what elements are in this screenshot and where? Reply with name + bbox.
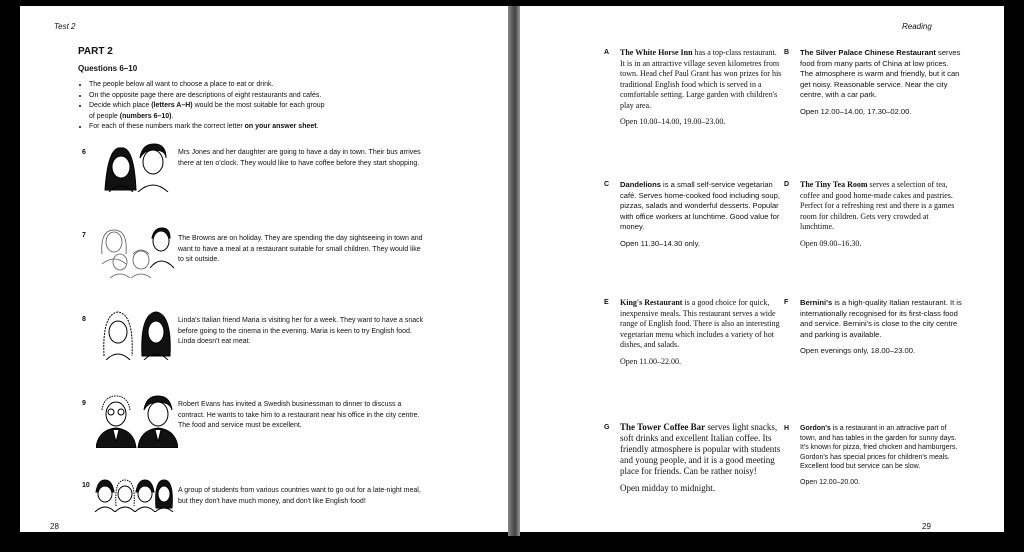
question-number: 6 — [82, 149, 86, 156]
restaurant-description: has a top-class restaurant. It is in an attractive village seven kilometres from town. Head chef Paul Grant has won prizes for his traditional English food which is served in a comfortable setting. Large garden with children's play area. — [620, 48, 782, 110]
restaurant-description: serves a selection of tea, coffee and good home-made cakes and pastries. Perfect for a refreshing rest and there is a games room for children. Gets very crowded at lunchtime. — [800, 180, 955, 231]
restaurant-e — [604, 298, 782, 367]
restaurant-letter: B — [784, 49, 790, 56]
restaurant-b — [784, 48, 962, 117]
restaurant-d — [784, 180, 962, 249]
left-page — [20, 6, 508, 532]
page-number-right: 29 — [922, 522, 931, 531]
restaurant-letter: H — [784, 425, 790, 432]
restaurant-hours: Open evenings only, 18.00–23.00. — [800, 346, 916, 355]
restaurant-name: King's Restaurant — [620, 298, 683, 307]
restaurant-letter: F — [784, 299, 789, 306]
running-header-right: Reading — [902, 22, 932, 31]
restaurant-letter: A — [604, 49, 610, 56]
restaurant-name: Dandelions — [620, 180, 661, 189]
restaurant-c — [604, 180, 782, 249]
question-text: The Browns are on holiday. They are spending the day sightseeing in town and want to have a meal at a restaurant suitable for small children. They would like to sit outside. — [178, 235, 423, 263]
restaurant-letter: E — [604, 299, 609, 306]
restaurant-description: serves light snacks, soft drinks and excellent Italian coffee. Its friendly atmosphere is popular with students and young people, and it is a good meeting place for friends. Can be rather noisy! — [620, 422, 781, 476]
restaurant-description: is a high-quality Italian restaurant. It is internationally recognised for its first-class food and service. Bernini's is close to the city centre and parking is available. — [800, 298, 962, 339]
instructions-list — [78, 80, 409, 133]
instruction-item: • On the opposite page there are descriptions of eight restaurants and cafés. — [89, 91, 409, 102]
restaurant-description: serves food from many parts of China at low prices. The atmosphere is warm and friendly, but it can get noisy. Reasonable service. Near the city centre, with a car park. — [800, 48, 961, 99]
restaurant-hours: Open 10.00–14.00, 19.00–23.00. — [620, 117, 726, 126]
restaurant-name: Gordon's — [800, 425, 831, 432]
instruction-item: • For each of these numbers mark the correct letter on your answer sheet. — [89, 122, 409, 133]
question-text: A group of students from various countries want to go out for a late-night meal, but they don't have much money, and don't like English food! — [178, 487, 421, 505]
restaurant-description: is a restaurant in an attractive part of town, and has tables in the garden for sunny days. It's known for pizza, fried chicken and hamburgers. Gordon's has special prices for children's meals. Excellent food but service can be slow. — [800, 425, 958, 471]
restaurant-description: is a good choice for quick, inexpensive meals. This restaurant serves a wide range of English food. There is also an interesting vegetarian menu which includes a variety of hot dishes, and salads. — [620, 298, 780, 349]
question-number: 8 — [82, 316, 86, 323]
page-number-left: 28 — [50, 522, 59, 531]
restaurant-letter: G — [604, 424, 610, 431]
restaurant-letter: C — [604, 181, 610, 188]
restaurant-hours: Open 12.00–14.00, 17.30–02.00. — [800, 106, 912, 116]
part-title: PART 2 — [78, 46, 113, 57]
restaurant-name: The Tiny Tea Room — [800, 180, 868, 189]
mother-daughter-illustration — [100, 140, 172, 192]
book-gutter — [508, 6, 520, 536]
restaurant-name: Bernini's — [800, 298, 833, 307]
instruction-item: • Decide which place (letters A–H) would be the most suitable for each group — [89, 101, 409, 112]
question-text: Robert Evans has invited a Swedish businessman to dinner to discuss a contract. He wants to take him to a restaurant near his office in the city centre. The food and service must be excellent. — [178, 401, 420, 429]
restaurant-name: The White Horse Inn — [620, 48, 693, 57]
two-women-illustration — [100, 308, 176, 360]
family-illustration — [96, 224, 176, 280]
question-number: 10 — [82, 482, 90, 489]
restaurant-name: The Silver Palace Chinese Restaurant — [800, 48, 936, 57]
restaurant-hours: Open midday to midnight. — [620, 483, 715, 493]
questions-label: Questions 6–10 — [78, 64, 138, 73]
restaurant-letter: D — [784, 181, 790, 188]
restaurant-name: The Tower Coffee Bar — [620, 422, 706, 432]
question-text: Linda's Italian friend Maria is visiting her for a week. They want to have a snack before going to the cinema in the evening. Maria is keen to try English food. Linda doesn't eat meat. — [178, 317, 424, 345]
running-header-left: Test 2 — [54, 22, 76, 31]
restaurant-h — [784, 424, 962, 488]
restaurant-hours: Open 09.00–16.30. — [800, 238, 862, 248]
businessmen-illustration — [96, 392, 178, 448]
restaurant-f — [784, 298, 962, 357]
right-page — [520, 6, 1004, 532]
restaurant-g — [604, 422, 782, 494]
instruction-item: • The people below all want to choose a place to eat or drink. — [89, 80, 409, 91]
restaurant-hours: Open 12.00–20.00. — [800, 478, 860, 486]
restaurant-hours: Open 11.00–22.00. — [620, 356, 682, 366]
restaurant-description: is a small self-service vegetarian café. Serves home-cooked food including soup, pizzas, salads and wonderful desserts. Popular with office workers at lunchtime. Good value for money. — [620, 180, 780, 231]
students-illustration — [94, 478, 174, 512]
question-number: 7 — [82, 232, 86, 239]
restaurant-a — [604, 48, 782, 128]
question-number: 9 — [82, 400, 86, 407]
restaurant-hours: Open 11.30–14.30 only. — [620, 238, 700, 248]
instruction-item: of people (numbers 6–10). — [89, 112, 174, 120]
question-text: Mrs Jones and her daughter are going to have a day in town. Their bus arrives there at ten o'clock. They would like to have coffee before they start shopping. — [178, 149, 421, 167]
